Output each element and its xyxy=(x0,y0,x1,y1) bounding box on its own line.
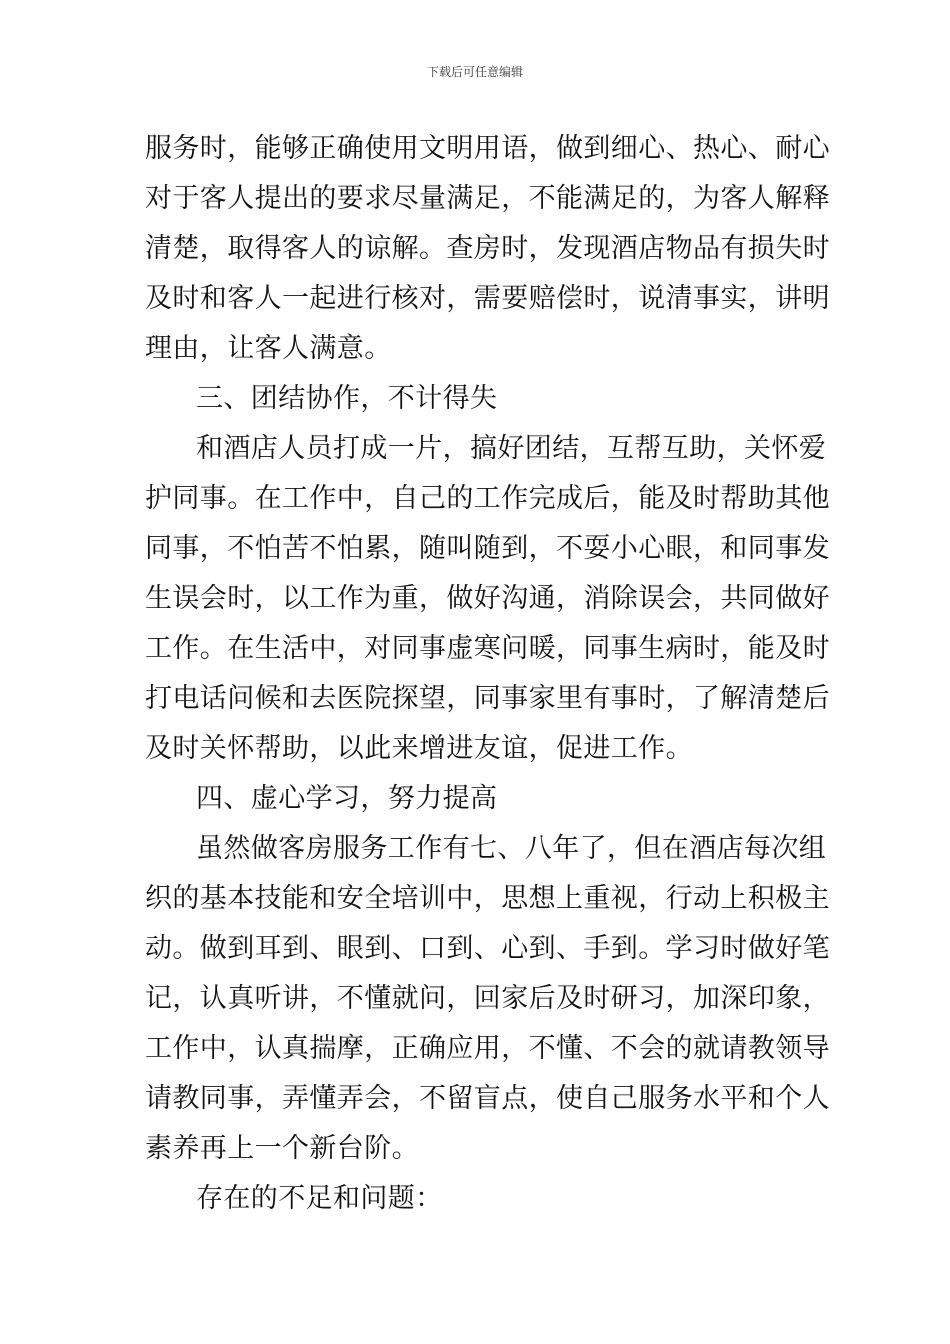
body-line: 服务时，能够正确使用文明用语，做到细心、热心、耐心 xyxy=(145,133,830,164)
body-line: 记，认真听讲，不懂就问，回家后及时研习，加深印象， xyxy=(145,983,830,1014)
section-heading-3: 三、团结协作，不计得失 xyxy=(196,383,498,414)
document-body xyxy=(145,124,830,1224)
body-line: 及时和客人一起进行核对，需要赔偿时，说清事实，讲明 xyxy=(145,283,830,314)
body-line: 打电话问候和去医院探望，同事家里有事时，了解清楚后 xyxy=(145,683,830,714)
body-line: 理由，让客人满意。 xyxy=(145,333,392,364)
body-line: 请教同事，弄懂弄会，不留盲点，使自己服务水平和个人 xyxy=(145,1083,830,1114)
body-line: 动。做到耳到、眼到、口到、心到、手到。学习时做好笔 xyxy=(145,933,830,964)
body-line: 对于客人提出的要求尽量满足，不能满足的，为客人解释 xyxy=(145,183,830,214)
section-heading-issues: 存在的不足和问题： xyxy=(196,1183,443,1214)
body-line: 素养再上一个新台阶。 xyxy=(145,1133,419,1164)
body-line: 同事，不怕苦不怕累，随叫随到，不耍小心眼，和同事发 xyxy=(145,533,830,564)
page-header: 下载后可任意编辑 xyxy=(426,65,523,79)
body-line: 织的基本技能和安全培训中，思想上重视，行动上积极主 xyxy=(145,883,830,914)
body-line: 工作中，认真揣摩，正确应用，不懂、不会的就请教领导 xyxy=(145,1033,830,1064)
section-heading-4: 四、虚心学习，努力提高 xyxy=(196,783,498,814)
paragraph-first-line: 虽然做客房服务工作有七、八年了，但在酒店每次组 xyxy=(196,833,827,864)
body-line: 及时关怀帮助，以此来增进友谊，促进工作。 xyxy=(145,733,693,764)
body-line: 工作。在生活中，对同事虚寒问暖，同事生病时，能及时 xyxy=(145,633,830,664)
body-line: 护同事。在工作中，自己的工作完成后，能及时帮助其他 xyxy=(145,483,830,514)
body-line: 生误会时，以工作为重，做好沟通，消除误会，共同做好 xyxy=(145,583,830,614)
body-line: 清楚，取得客人的谅解。查房时，发现酒店物品有损失时 xyxy=(145,233,830,264)
paragraph-first-line: 和酒店人员打成一片，搞好团结，互帮互助，关怀爱 xyxy=(196,433,827,464)
